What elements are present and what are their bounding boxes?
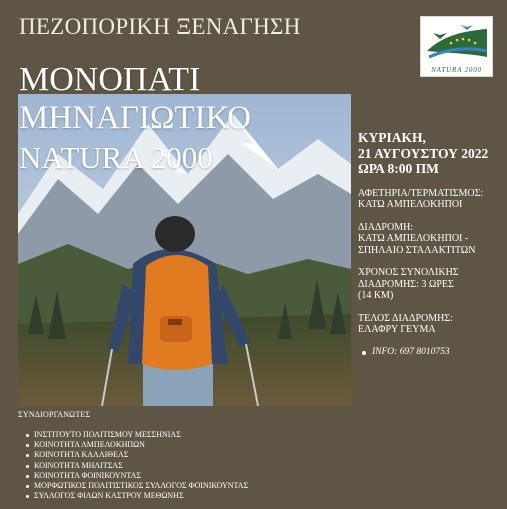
route-value-line-2: ΣΠΗΛΑΙΟ ΣΤΑΛΑΚΤΙΤΩΝ <box>358 244 476 256</box>
event-info-panel <box>358 130 505 358</box>
route <box>358 222 505 257</box>
organizer-item: ΚΟΙΝΟΤΗΤΑ ΜΗΛΙΤΣΑΣ <box>26 461 248 471</box>
natura-logo-text: NATURA 2000 <box>431 66 482 74</box>
event-date <box>358 130 505 177</box>
organizers-list <box>26 430 248 501</box>
organizer-item: ΣΥΛΛΟΓΟΣ ΦΙΛΩΝ ΚΑΣΤΡΟΥ ΜΕΘΩΝΗΣ <box>26 491 248 501</box>
organizer-item: ΚΟΙΝΟΤΗΤΑ ΦΟΙΝΙΚΟΥΝΤΑΣ <box>26 471 248 481</box>
contact-phone: INFO: 697 8010753 <box>372 346 450 357</box>
title-line-3: NATURA 2000 <box>19 140 213 175</box>
duration-line-3: (14 KM) <box>358 290 394 301</box>
event-day: ΚΥΡΙΑΚΗ, <box>358 130 426 145</box>
title-line-2: ΜΗΝΑΓΙΩΤΙΚΟ <box>19 100 251 136</box>
start-point-label: ΑΦΕΤΗΡΙΑ/ΤΕΡΜΑΤΙΣΜΟΣ: <box>358 187 484 199</box>
organizers-heading: ΣΥΝΔΙΟΡΓΑΝΩΤΕΣ <box>18 410 91 419</box>
event-type-subtitle: ΠΕΖΟΠΟΡΙΚΗ ΞΕΝΑΓΗΣΗ <box>19 14 301 39</box>
natura-logo-icon <box>421 17 494 67</box>
event-time: ΩΡΑ 8:00 ΠΜ <box>358 161 439 176</box>
route-label: ΔΙΑΔΡΟΜΗ: <box>358 221 414 233</box>
event-full-date: 21 ΑΥΓΟΥΣΤΟΥ 2022 <box>358 145 489 161</box>
title-line-1: ΜΟΝΟΠΑΤΙ <box>19 61 201 98</box>
organizer-item: ΚΟΙΝΟΤΗΤΑ ΑΜΠΕΛΟΚΗΠΩΝ <box>26 440 248 450</box>
route-end-line-1: ΤΕΛΟΣ ΔΙΑΔΡΟΜΗΣ: <box>358 312 453 324</box>
trail-title <box>19 60 349 177</box>
route-end <box>358 313 505 336</box>
organizer-item: ΚΟΙΝΟΤΗΤΑ ΚΑΛΛΙΘΕΑΣ <box>26 450 248 460</box>
contact-list <box>358 347 505 359</box>
organizer-item: ΜΟΡΦΩΤΙΚΟΣ ΠΟΛΙΤΙΣΤΙΚΟΣ ΣΥΛΛΟΓΟΣ ΦΟΙΝΙΚΟΥΝΤΑΣ <box>26 481 248 491</box>
duration <box>358 267 505 302</box>
start-point-value: ΚΑΤΩ ΑΜΠΕΛΟΚΗΠΟΙ <box>358 199 463 210</box>
start-point <box>358 188 505 211</box>
duration-line-1: ΧΡΟΝΟΣ ΣΥΝΟΛΙΚΗΣ <box>358 267 459 278</box>
route-end-line-2: ΕΛΑΦΡΥ ΓΕΥΜΑ <box>358 324 436 335</box>
organizer-item: ΙΝΣΤΙΤΟΥΤΟ ΠΟΛΙΤΙΣΜΟΥ ΜΕΣΣΗΝΙΑΣ <box>26 430 248 440</box>
natura-2000-logo <box>420 16 493 77</box>
route-value-line-1: ΚΑΤΩ ΑΜΠΕΛΟΚΗΠΟΙ - <box>358 233 469 244</box>
duration-line-2: ΔΙΑΔΡΟΜΗΣ: 3 ΩΡΕΣ <box>358 278 454 290</box>
